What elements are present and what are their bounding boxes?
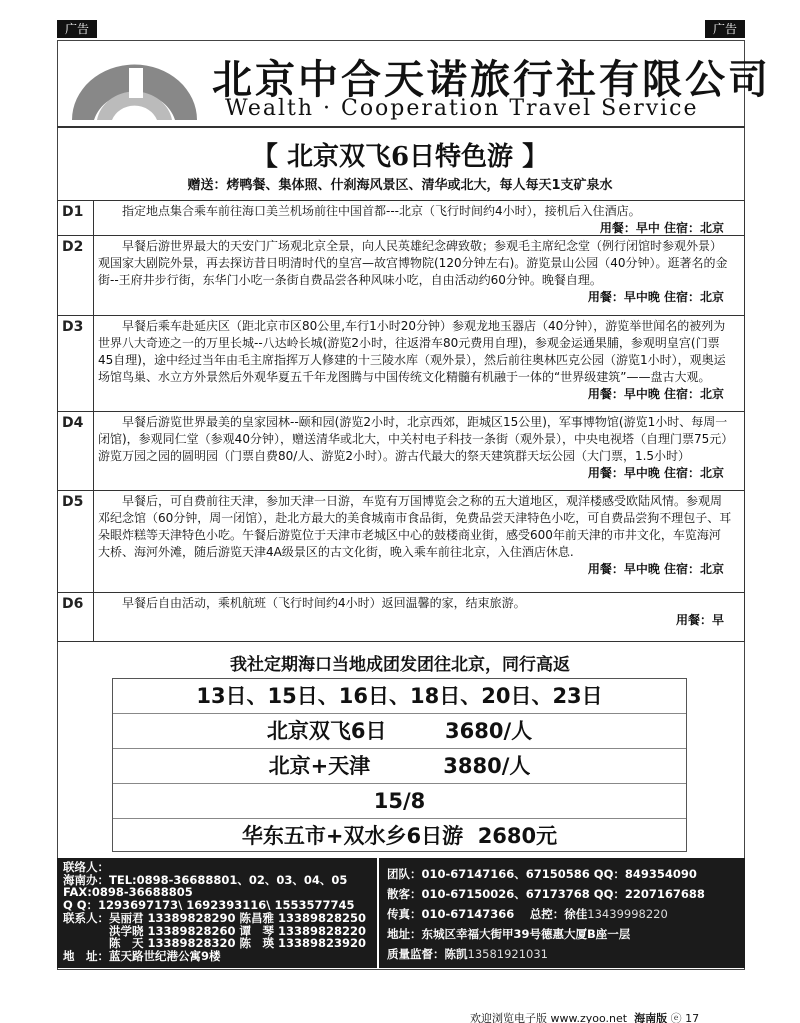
itinerary-row <box>57 316 745 412</box>
price-row: 华东五市+双水乡6日游 2680元 <box>241 824 558 848</box>
quality-phone: 13581921031 <box>467 947 548 961</box>
price-row: 北京双飞6日 3680/人 <box>113 714 686 749</box>
contact-beijing <box>379 858 745 968</box>
tour-gifts: 赠送：烤鸭餐、集体照、什刹海风景区、清华或北大，每人每天1支矿泉水 <box>187 178 613 193</box>
contact-line: 陈 天 13389828320 陈 瑛 13389823920 <box>63 936 367 951</box>
contact-line: 海南办：TEL:0898-36688801、02、03、04、05 <box>63 872 348 887</box>
day-description: 早餐后，可自费前往天津，参加天津一日游，车览有万国博览会之称的五大道地区，观洋楼感受欧陆风情。参观周邓纪念馆（60分钟，周一闭馆），赴北方最大的美食城南市食品街，免费品尝天津特色小吃，可自费品尝狗不理包子、耳朵眼炸糕等天津特色小吃。午餐后游览位于天津市老城区中心的鼓楼商业街，感受600年前天津的市井文化，车览海河大桥、海河外滩，随后游览天津4A级景区的古文化街，晚入乘车前往北京，入住酒店休息. <box>98 494 732 559</box>
day-description: 早餐后游览世界最美的皇家园林--颐和园(游览2小时，北京西郊，距城区15公里)，军事博物馆(游览1小时、每周一闭馆)，参观同仁堂（参观40分钟），赠送清华或北大，中关村电子科技一条街（观外景），中央电视塔（自理门票75元）游览万园之园的圆明园（门票自费80/人、游览2小时）。游古代最大的祭天建筑群天坛公园（大门票，1.5小时） <box>98 415 728 463</box>
day-body <box>94 593 744 641</box>
day-body <box>94 491 744 592</box>
meal-info: 用餐：早 <box>675 613 724 627</box>
meal-info: 用餐：早中晚 住宿：北京 <box>587 466 724 480</box>
contact-line: 洪学晓 13389828260 谭 琴 13389828220 <box>63 923 367 938</box>
itinerary-row <box>57 593 745 642</box>
individual-line: 散客：010-67150026、67173768 QQ：2207167688 <box>387 887 705 901</box>
team-line: 团队：010-67147166、67150586 QQ：849354090 <box>387 867 697 881</box>
day-label: D3 <box>58 316 94 411</box>
contact-line: 联络人： <box>63 860 109 874</box>
notice: 我社定期海口当地成团发团往北京，同行高返 <box>230 655 570 675</box>
day-body <box>94 412 744 490</box>
day-body <box>94 201 744 235</box>
day-label: D2 <box>58 236 94 315</box>
itinerary-table <box>57 200 745 642</box>
day-body <box>94 236 744 315</box>
contact-hainan <box>57 858 379 968</box>
ad-tag-right: 广告 <box>705 20 745 38</box>
quality-line <box>387 944 737 964</box>
day-label: D4 <box>58 412 94 490</box>
company-logo-icon <box>67 60 202 122</box>
fax-phone: 13439998220 <box>587 907 668 921</box>
company-name-cn: 北京中合天诺旅行社有限公司 <box>212 57 771 103</box>
itinerary-row <box>57 200 745 236</box>
ad-tag-left: 广告 <box>57 20 97 38</box>
day-label: D5 <box>58 491 94 592</box>
price-row: 13日、15日、16日、18日、20日、23日 <box>113 679 686 714</box>
day-description: 早餐后自由活动，乘机航班（飞行时间约4小时）返回温馨的家，结束旅游。 <box>122 596 526 610</box>
price-row: 北京+天津 3880/人 <box>113 749 686 784</box>
day-description: 早餐后乘车赴延庆区（距北京市区80公里,车行1小时20分钟）参观龙地玉器店（40分钟），游览举世闻名的被列为世界八大奇迹之一的万里长城--八达岭长城(游览2小时，往返滑车80元费用自理)，参观金运通果脯，参观明皇宫(门票45自理)，途中经过当年由毛主席指挥万人修建的十三陵水库（观外景），然后前往奥林匹克公园（游览1小时），观奥运场馆鸟巢、水立方外景然后外观华夏五千年龙图腾与中国传统文化精髓有机融于一体的“世界级建筑”——盘古大观。 <box>98 319 726 384</box>
price-box <box>112 678 687 852</box>
meal-info: 用餐：早中晚 住宿：北京 <box>587 387 724 401</box>
day-body <box>94 316 744 411</box>
fax-label: 传真：010-67147366 总控：徐佳 <box>387 907 588 921</box>
meal-info: 用餐：早中晚 住宿：北京 <box>587 290 724 304</box>
day-description: 指定地点集合乘车前往海口美兰机场前往中国首都---北京（飞行时间约4小时），接机后入住酒店。 <box>122 204 641 218</box>
meal-info: 用餐：早中晚 住宿：北京 <box>587 562 724 576</box>
contact-box <box>57 858 745 968</box>
footer-text: 欢迎浏览电子版 www.zyoo.net <box>470 1012 628 1023</box>
company-header <box>57 40 771 128</box>
itinerary-row <box>57 236 745 316</box>
meal-info: 用餐：早中 住宿：北京 <box>599 221 724 235</box>
day-label: D1 <box>58 201 94 235</box>
contact-line: FAX:0898-36688805 <box>63 885 193 900</box>
contact-line: 联系人：吴丽君 13389828290 陈昌雅 13389828250 <box>63 910 367 925</box>
footer: 欢迎浏览电子版 www.zyoo.net 海南版 ⓔ 17 <box>470 1012 700 1023</box>
tour-title: 【 北京双飞6日特色游 】 <box>251 142 549 172</box>
itinerary-row <box>57 412 745 491</box>
fax-line <box>387 904 737 924</box>
itinerary-row <box>57 491 745 593</box>
contact-line: 地 址：蓝天路世纪港公寓9楼 <box>63 948 221 963</box>
edition-label: 海南版 <box>634 1012 668 1023</box>
day-description: 早餐后游世界最大的天安门广场观北京全景，向人民英雄纪念碑致敬；参观毛主席纪念堂（例行闭馆时参观外景）观国家大剧院外景，再去探访昔日明清时代的皇宫—故宫博物院(120分钟左右)。游览景山公园（40分钟）。逛著名的金街--王府井步行街，东华门小吃一条街自费品尝各种风味小吃，自由活动约60分钟。晚餐自理。 <box>98 239 728 287</box>
price-row: 15/8 <box>113 784 686 819</box>
company-name-en: Wealth · Cooperation Travel Service <box>225 96 699 121</box>
address-line: 地址：东城区幸福大街甲39号德惠大厦B座一层 <box>387 927 631 941</box>
page-number: 17 <box>685 1012 700 1023</box>
contact-line: Q Q：1293697173\ 1692393116\ 1553577745 <box>63 898 355 913</box>
day-label: D6 <box>58 593 94 641</box>
quality-label: 质量监督：陈凯 <box>387 947 468 961</box>
